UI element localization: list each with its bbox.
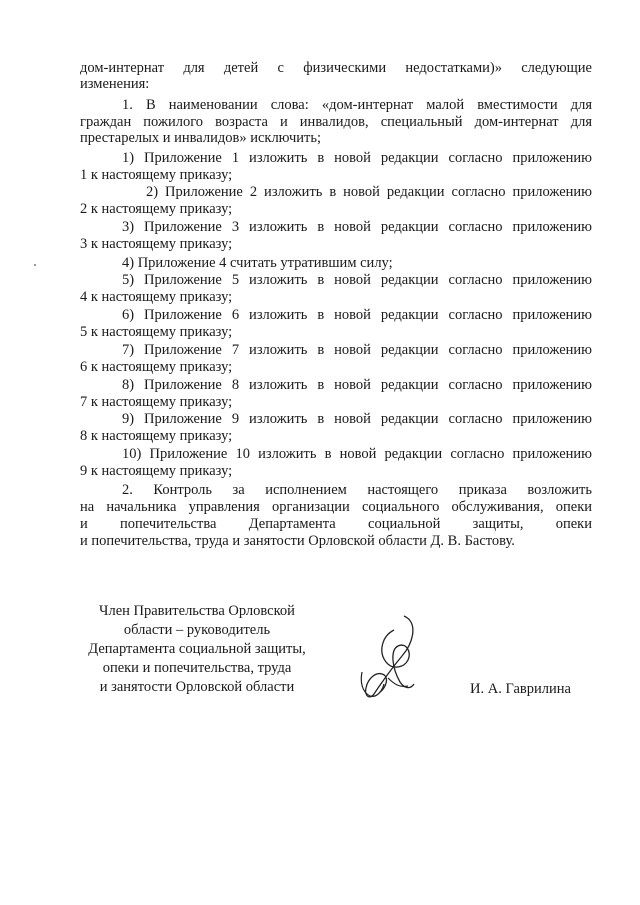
list-item-line: 8) Приложение 8 изложить в новой редакции согласно приложению (122, 377, 592, 393)
signatory-title-line: Департамента социальной защиты, (88, 641, 306, 657)
list-item-line: 2 к настоящему приказу; (80, 201, 233, 217)
signatory-title-line: опеки и попечительства, труда (102, 660, 292, 676)
text-line: на начальника управления организации социального обслуживания, опеки (80, 499, 592, 515)
scan-speck (34, 264, 36, 266)
list-item-line: 6) Приложение 6 изложить в новой редакции согласно приложению (122, 307, 592, 323)
signatory-title-line: Член Правительства Орловской (99, 603, 295, 619)
text-line: дом-интернат для детей с физическими недостатками)» следующие (80, 60, 592, 76)
list-item-line: 4 к настоящему приказу; (80, 289, 233, 305)
text-line: изменения: (80, 76, 150, 92)
signatory-title (72, 602, 322, 697)
signatory-name: И. А. Гаврилина (470, 681, 571, 697)
signatory-title-line: области – руководитель (123, 622, 271, 638)
list-item-line: 8 к настоящему приказу; (80, 428, 233, 444)
list-item-line: 1 к настоящему приказу; (80, 167, 233, 183)
text-line: 1. В наименовании слова: «дом-интернат малой вместимости для (122, 97, 592, 113)
text-line: 2. Контроль за исполнением настоящего приказа возложить (122, 482, 592, 498)
list-item-line: 9 к настоящему приказу; (80, 463, 233, 479)
list-item-line: 5 к настоящему приказу; (80, 324, 233, 340)
list-item-line: 2) Приложение 2 изложить в новой редакции согласно приложению (146, 184, 592, 200)
signatory-title-line: и занятости Орловской области (99, 679, 295, 695)
handwritten-signature (352, 612, 432, 702)
list-item-line: 7 к настоящему приказу; (80, 394, 233, 410)
text-line: граждан пожилого возраста и инвалидов, специальный дом-интернат для (80, 114, 592, 130)
list-item-line: 10) Приложение 10 изложить в новой редакции согласно приложению (122, 446, 592, 462)
list-item-line: 1) Приложение 1 изложить в новой редакции согласно приложению (122, 150, 592, 166)
list-item-line: 5) Приложение 5 изложить в новой редакции согласно приложению (122, 272, 592, 288)
text-line: и попечительства Департамента социальной защиты, опеки (80, 516, 592, 532)
text-line: престарелых и инвалидов» исключить; (80, 130, 321, 146)
list-item-line: 3) Приложение 3 изложить в новой редакции согласно приложению (122, 219, 592, 235)
list-item-line: 9) Приложение 9 изложить в новой редакции согласно приложению (122, 411, 592, 427)
list-item-line: 3 к настоящему приказу; (80, 236, 233, 252)
list-item-line: 7) Приложение 7 изложить в новой редакции согласно приложению (122, 342, 592, 358)
list-item-line: 6 к настоящему приказу; (80, 359, 233, 375)
text-line: и попечительства, труда и занятости Орловской области Д. В. Бастову. (80, 533, 515, 549)
list-item-line: 4) Приложение 4 считать утратившим силу; (122, 255, 393, 271)
